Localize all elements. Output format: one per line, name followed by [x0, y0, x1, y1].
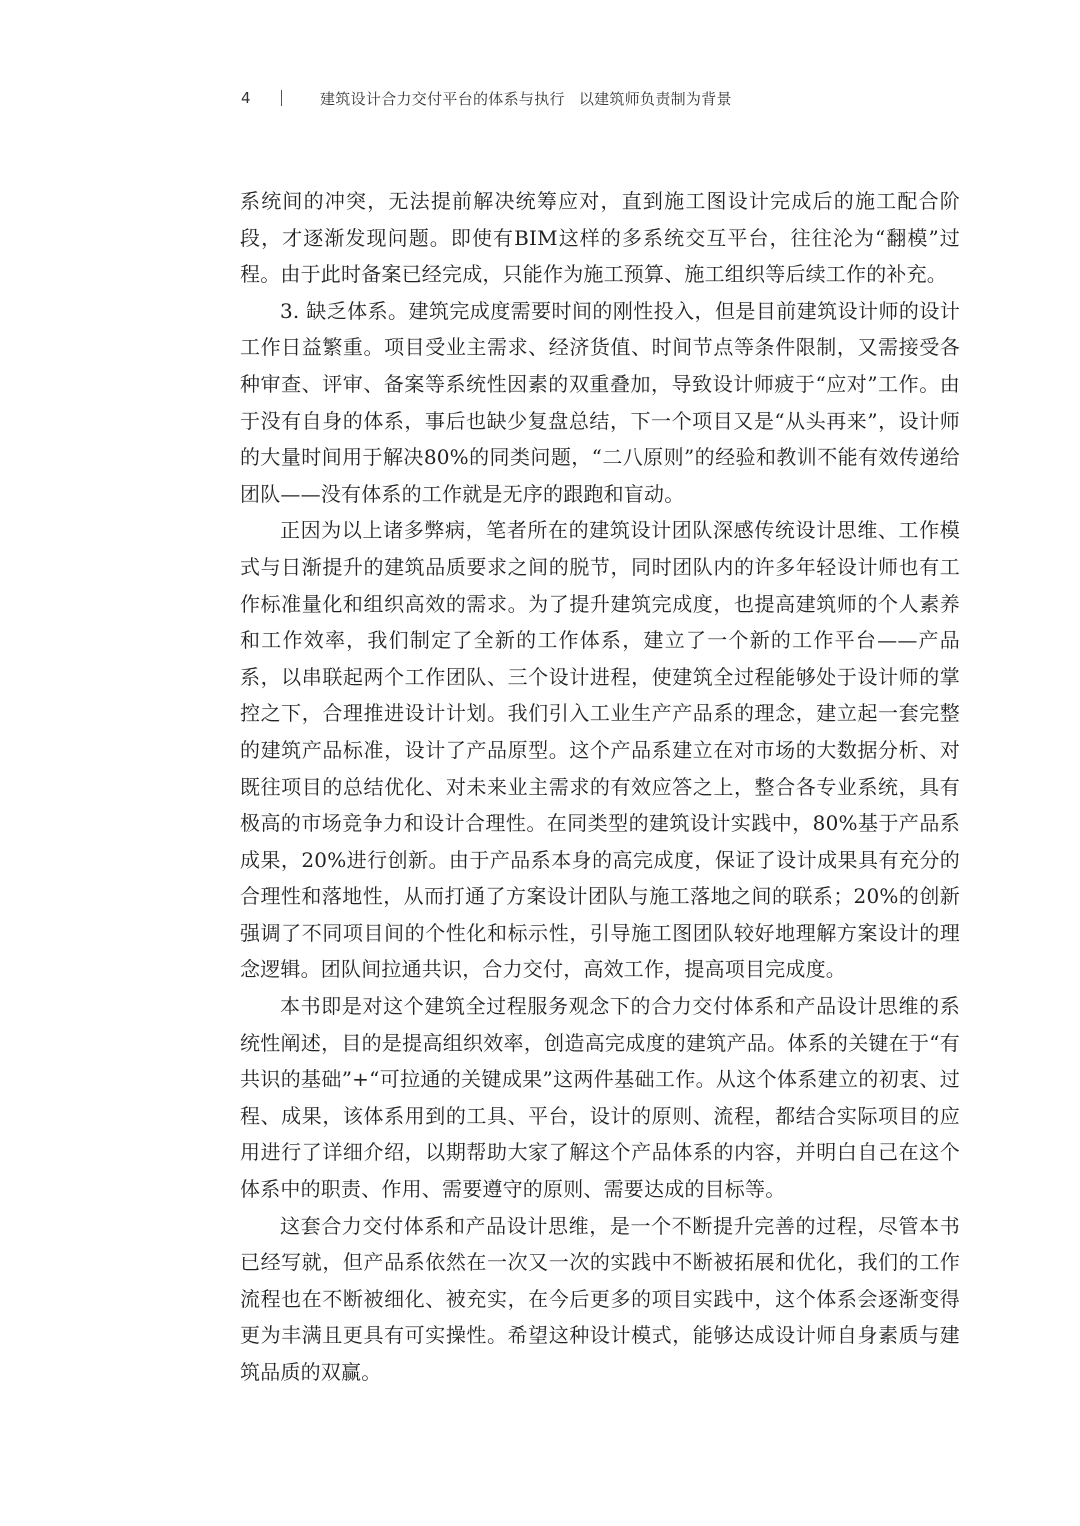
header-separator	[281, 90, 282, 106]
paragraph-conclusion: 这套合力交付体系和产品设计思维，是一个不断提升完善的过程，尽管本书已经写就，但产品系依然在一次又一次的实践中不断被拓展和优化，我们的工作流程也在不断被细化、被充实，在今后更多的项目实践中，这个体系会逐渐变得更为丰满且更具有可实操性。希望这种设计模式，能够达成设计师自身素质与建筑品质的双赢。	[240, 1213, 960, 1384]
running-header	[241, 86, 732, 110]
book-title: 建筑设计合力交付平台的体系与执行	[320, 89, 565, 108]
page-number: 4	[241, 89, 251, 107]
paragraph-continuation: 系统间的冲突，无法提前解决统筹应对，直到施工图设计完成后的施工配合阶段，才逐渐发现问题。即使有BIM这样的多系统交互平台，往往沦为“翻模”过程。由于此时备案已经完成，只能作为施工预算、施工组织等后续工作的补充。	[240, 189, 960, 287]
book-subtitle: 以建筑师负责制为背景	[578, 89, 732, 108]
paragraph-book-overview: 本书即是对这个建筑全过程服务观念下的合力交付体系和产品设计思维的系统性阐述，目的是提高组织效率，创造高完成度的建筑产品。体系的关键在于“有共识的基础”+“可拉通的关键成果”这两件基础工作。从这个体系建立的初衷、过程、成果，该体系用到的工具、平台，设计的原则、流程，都结合实际项目的应用进行了详细介绍，以期帮助大家了解这个产品体系的内容，并明白自己在这个体系中的职责、作用、需要遵守的原则、需要达成的目标等。	[240, 994, 960, 1202]
body-text	[240, 183, 960, 1391]
paragraph-lack-of-system: 3. 缺乏体系。建筑完成度需要时间的刚性投入，但是目前建筑设计师的设计工作日益繁重。项目受业主需求、经济货值、时间节点等条件限制，又需接受各种审查、评审、备案等系统性因素的双重叠加，导致设计师疲于“应对”工作。由于没有自身的体系，事后也缺少复盘总结，下一个项目又是“从头再来”，设计师的大量时间用于解决80%的同类问题，“二八原则”的经验和教训不能有效传递给团队——没有体系的工作就是无序的跟跑和盲动。	[240, 298, 960, 506]
paragraph-product-system: 正因为以上诸多弊病，笔者所在的建筑设计团队深感传统设计思维、工作模式与日渐提升的建筑品质要求之间的脱节，同时团队内的许多年轻设计师也有工作标准量化和组织高效的需求。为了提升建筑完成度，也提高建筑师的个人素养和工作效率，我们制定了全新的工作体系，建立了一个新的工作平台——产品系，以串联起两个工作团队、三个设计进程，使建筑全过程能够处于设计师的掌控之下，合理推进设计计划。我们引入工业生产产品系的理念，建立起一套完整的建筑产品标准，设计了产品原型。这个产品系建立在对市场的大数据分析、对既往项目的总结优化、对未来业主需求的有效应答之上，整合各专业系统，具有极高的市场竞争力和设计合理性。在同类型的建筑设计实践中，80%基于产品系成果，20%进行创新。由于产品系本身的高完成度，保证了设计成果具有充分的合理性和落地性，从而打通了方案设计团队与施工落地之间的联系；20%的创新强调了不同项目间的个性化和标示性，引导施工图团队较好地理解方案设计的理念逻辑。团队间拉通共识，合力交付，高效工作，提高项目完成度。	[240, 518, 960, 982]
